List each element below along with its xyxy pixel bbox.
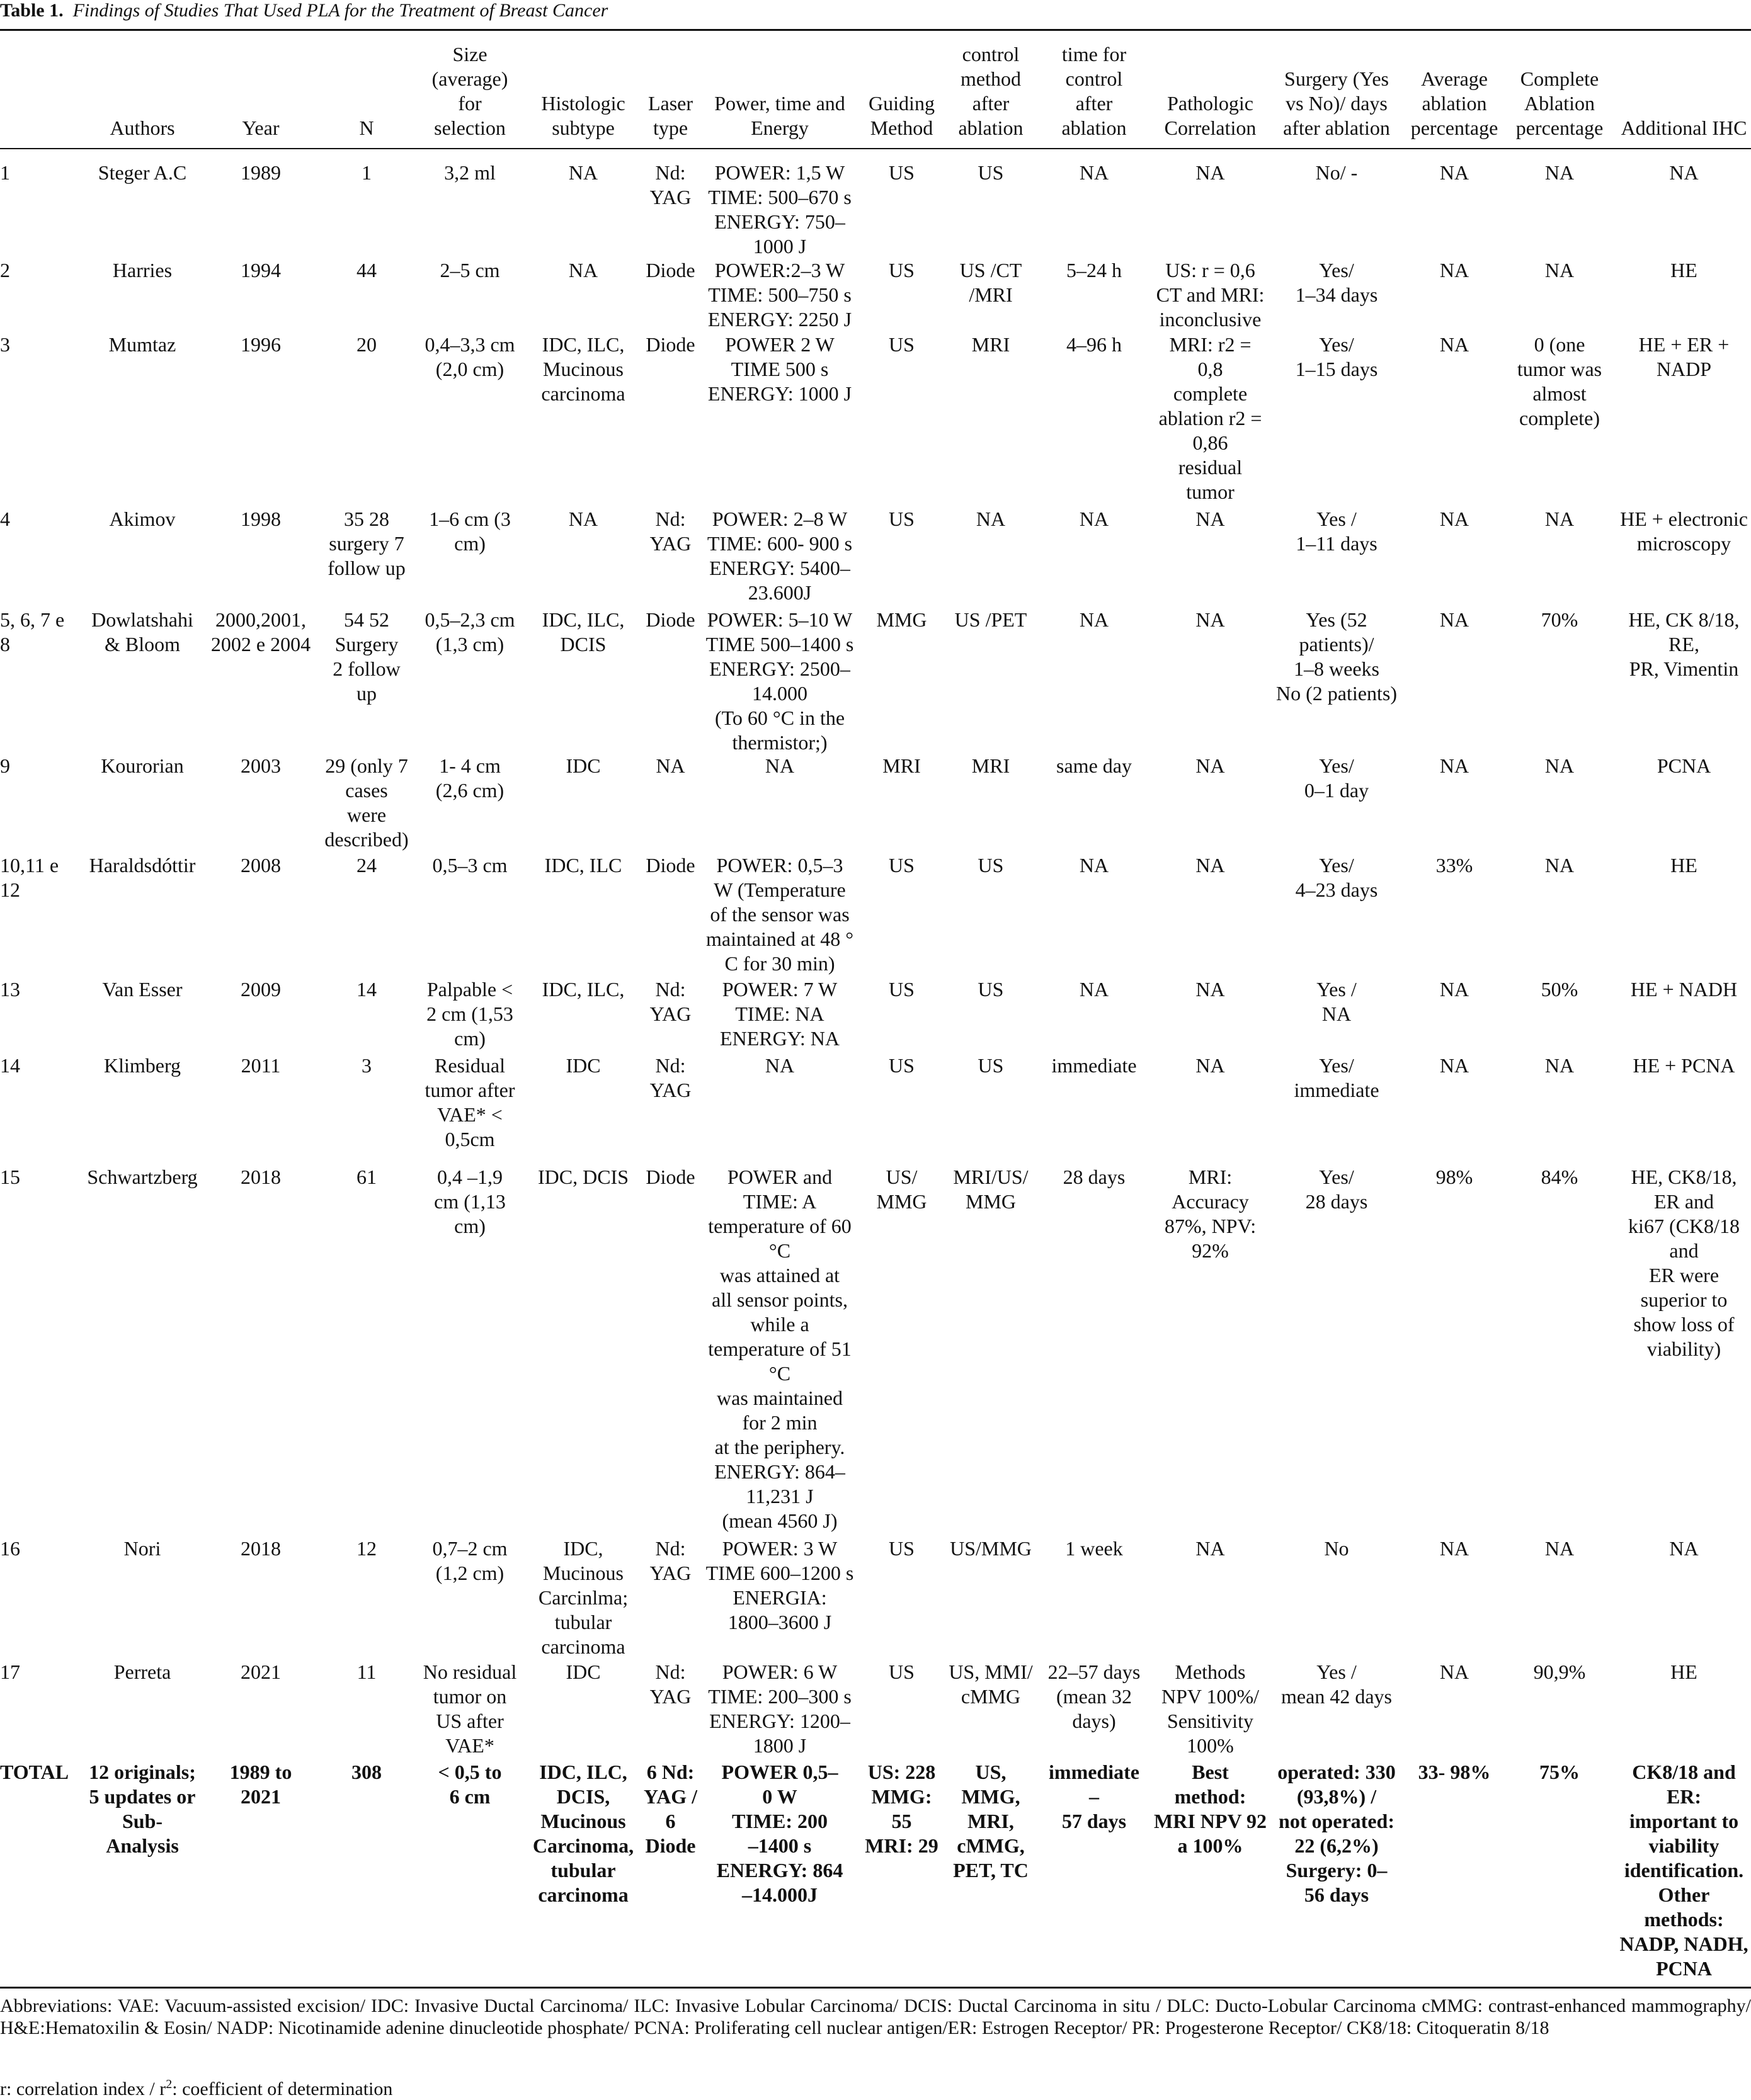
index-cell: 17 <box>0 1660 20 1683</box>
header-additional-ihc: Additional IHC <box>1621 116 1747 139</box>
additional-ihc-cell: PCNA <box>1657 754 1711 777</box>
year-cell: 2018 <box>241 1537 281 1560</box>
additional-ihc-cell: HE, CK 8/18, RE, PR, Vimentin <box>1628 608 1740 680</box>
index-cell: 2 <box>0 259 10 281</box>
control-time-cell: NA <box>1079 854 1109 877</box>
correlation-superscript: 2 <box>166 2077 173 2091</box>
caption-label: Table 1. <box>0 0 64 21</box>
header-n: N <box>359 116 374 139</box>
top-rule <box>0 29 1751 31</box>
n-cell: 61 <box>356 1166 377 1188</box>
power-time-energy-cell: POWER: 3 W TIME 600–1200 s ENERGIA: 1800–3600 J <box>705 1537 854 1633</box>
laser-type-cell: Diode <box>646 608 695 631</box>
power-time-energy-cell: POWER: 7 W TIME: NA ENERGY: NA <box>720 978 840 1050</box>
n-cell: 1 <box>362 161 372 184</box>
abbreviations-note: Abbreviations: VAE: Vacuum-assisted excision/ IDC: Invasive Ductal Carcinoma/ ILC: Invasive Lobular Carcinoma/ DCIS: Ductal Carcinoma in situ / DLC: Ducto-Lobular Carcinoma cMMG: contrast-enhanced mammography/ H&E:Hematoxilin & Eosin/ NADP: Nicotinamide adenine dinucleotide phosphate/ PCNA: Proliferating cell nuclear antigen/ER: Estrogen Receptor/ PR: Progesterone Receptor/ CK8/18: Citoqueratin 8/18 <box>0 1995 1751 2038</box>
header-size: Size (average) for selection <box>431 43 508 139</box>
table-caption <box>0 0 608 21</box>
pathologic-correlation-cell: NA <box>1195 508 1225 530</box>
laser-type-cell: Diode <box>646 854 695 877</box>
guiding-method-cell: US <box>889 333 915 356</box>
control-method-cell: US <box>978 854 1004 877</box>
n-cell: 24 <box>356 854 377 877</box>
index-cell: TOTAL <box>0 1761 69 1783</box>
guiding-method-cell: US <box>889 978 915 1001</box>
average-ablation-cell: NA <box>1439 978 1469 1001</box>
authors-cell: Dowlatshahi & Bloom <box>91 608 193 656</box>
control-time-cell: immediate – 57 days <box>1049 1761 1139 1832</box>
laser-type-cell: 6 Nd: YAG / 6 Diode <box>643 1761 698 1857</box>
average-ablation-cell: NA <box>1439 161 1469 184</box>
control-time-cell: NA <box>1079 608 1109 631</box>
index-cell: 5, 6, 7 e 8 <box>0 608 65 656</box>
pathologic-correlation-cell: NA <box>1195 161 1225 184</box>
guiding-method-cell: US <box>889 854 915 877</box>
control-time-cell: 28 days <box>1063 1166 1126 1188</box>
size-cell: 1–6 cm (3 cm) <box>429 508 511 555</box>
complete-ablation-cell: NA <box>1544 754 1575 777</box>
index-cell: 13 <box>0 978 20 1001</box>
header-control-method: control method after ablation <box>958 43 1024 139</box>
additional-ihc-cell: HE <box>1670 1660 1697 1683</box>
control-method-cell: US <box>978 1054 1004 1077</box>
index-cell: 14 <box>0 1054 20 1077</box>
guiding-method-cell: MMG <box>876 608 927 631</box>
year-cell: 1996 <box>241 333 281 356</box>
size-cell: 0,5–2,3 cm (1,3 cm) <box>425 608 515 656</box>
control-time-cell: 5–24 h <box>1066 259 1122 281</box>
control-method-cell: MRI/US/ MMG <box>953 1166 1029 1213</box>
complete-ablation-cell: NA <box>1544 161 1575 184</box>
additional-ihc-cell: CK8/18 and ER: important to viability identification. Other methods: NADP, NADH, PCNA <box>1619 1761 1748 1980</box>
histologic-subtype-cell: NA <box>568 161 598 184</box>
average-ablation-cell: NA <box>1439 608 1469 631</box>
control-method-cell: US <box>978 161 1004 184</box>
histologic-subtype-cell: IDC, ILC, DCIS <box>542 608 625 656</box>
authors-cell: Nori <box>123 1537 161 1560</box>
guiding-method-cell: US: 228 MMG: 55 MRI: 29 <box>865 1761 938 1857</box>
guiding-method-cell: US <box>889 1054 915 1077</box>
surgery-cell: Yes/ immediate <box>1294 1054 1379 1101</box>
size-cell: No residual tumor on US after VAE* <box>423 1660 517 1757</box>
caption-title: Findings of Studies That Used PLA for the Treatment of Breast Cancer <box>72 0 608 21</box>
histologic-subtype-cell: NA <box>568 259 598 281</box>
n-cell: 11 <box>356 1660 377 1683</box>
year-cell: 2018 <box>241 1166 281 1188</box>
average-ablation-cell: NA <box>1439 1660 1469 1683</box>
histologic-subtype-cell: IDC, ILC, DCIS, Mucinous Carcinoma, tubular carcinoma <box>532 1761 634 1906</box>
power-time-energy-cell: POWER: 6 W TIME: 200–300 s ENERGY: 1200– 1800 J <box>708 1660 852 1757</box>
n-cell: 44 <box>356 259 377 281</box>
size-cell: 0,4–3,3 cm (2,0 cm) <box>425 333 515 380</box>
header-surgery: Surgery (Yes vs No)/ days after ablation <box>1283 67 1390 139</box>
header-year: Year <box>242 116 280 139</box>
surgery-cell: Yes / mean 42 days <box>1281 1660 1392 1708</box>
pathologic-correlation-cell: MRI: r2 = 0,8 complete ablation r2 = 0,86 residual tumor <box>1158 333 1262 503</box>
surgery-cell: Yes/ 4–23 days <box>1295 854 1378 901</box>
guiding-method-cell: US <box>889 161 915 184</box>
guiding-method-cell: US <box>889 259 915 281</box>
complete-ablation-cell: 70% <box>1541 608 1578 631</box>
header-laser-type: Laser type <box>647 92 693 139</box>
complete-ablation-cell: NA <box>1544 259 1575 281</box>
year-cell: 2003 <box>241 754 281 777</box>
power-time-energy-cell: NA <box>765 1054 795 1077</box>
header-pathologic-correlation: Pathologic Correlation <box>1164 92 1257 139</box>
surgery-cell: Yes (52 patients)/ 1–8 weeks No (2 patients) <box>1276 608 1397 705</box>
laser-type-cell: Nd: YAG <box>649 1054 692 1101</box>
header-rule <box>0 148 1751 149</box>
average-ablation-cell: NA <box>1439 508 1469 530</box>
surgery-cell: Yes/ 1–15 days <box>1295 333 1378 380</box>
pathologic-correlation-cell: Best method: MRI NPV 92 a 100% <box>1154 1761 1267 1857</box>
control-method-cell: US /PET <box>954 608 1027 631</box>
control-time-cell: immediate <box>1051 1054 1137 1077</box>
n-cell: 35 28 surgery 7 follow up <box>328 508 406 579</box>
size-cell: 0,5–3 cm <box>432 854 508 877</box>
average-ablation-cell: NA <box>1439 259 1469 281</box>
index-cell: 15 <box>0 1166 20 1188</box>
authors-cell: Klimberg <box>103 1054 181 1077</box>
control-time-cell: 4–96 h <box>1066 333 1122 356</box>
laser-type-cell: Diode <box>646 333 695 356</box>
complete-ablation-cell: NA <box>1544 508 1575 530</box>
n-cell: 308 <box>351 1761 382 1783</box>
index-cell: 4 <box>0 508 10 530</box>
control-time-cell: NA <box>1079 161 1109 184</box>
control-method-cell: US/MMG <box>950 1537 1032 1560</box>
power-time-energy-cell: POWER: 2–8 W TIME: 600- 900 s ENERGY: 5400– 23.600J <box>707 508 853 604</box>
power-time-energy-cell: NA <box>765 754 795 777</box>
n-cell: 3 <box>362 1054 372 1077</box>
average-ablation-cell: NA <box>1439 1537 1469 1560</box>
histologic-subtype-cell: IDC <box>566 1054 601 1077</box>
header-complete-ablation: Complete Ablation percentage <box>1515 67 1604 139</box>
complete-ablation-cell: 75% <box>1539 1761 1580 1783</box>
year-cell: 2009 <box>241 978 281 1001</box>
laser-type-cell: Diode <box>646 1166 695 1188</box>
authors-cell: Van Esser <box>102 978 183 1001</box>
header-histologic-subtype: Histologic subtype <box>541 92 625 139</box>
control-method-cell: US, MMG, MRI, cMMG, PET, TC <box>953 1761 1029 1881</box>
surgery-cell: operated: 330 (93,8%) / not operated: 22 (6,2%) Surgery: 0– 56 days <box>1277 1761 1396 1906</box>
pathologic-correlation-cell: NA <box>1195 978 1225 1001</box>
authors-cell: Steger A.C <box>98 161 187 184</box>
histologic-subtype-cell: IDC, DCIS <box>537 1166 629 1188</box>
year-cell: 2021 <box>241 1660 281 1683</box>
histologic-subtype-cell: IDC, ILC, <box>542 978 625 1001</box>
authors-cell: Mumtaz <box>108 333 176 356</box>
control-method-cell: US <box>978 978 1004 1001</box>
header-control-time: time for control after ablation <box>1061 43 1127 139</box>
power-time-energy-cell: POWER: 0,5–3 W (Temperature of the sensor was maintained at 48 ° C for 30 min) <box>705 854 854 975</box>
surgery-cell: Yes/ 28 days <box>1305 1166 1368 1213</box>
power-time-energy-cell: POWER: 5–10 W TIME 500–1400 s ENERGY: 2500– 14.000 (To 60 °C in the thermistor;) <box>705 608 854 754</box>
guiding-method-cell: US/ MMG <box>876 1166 927 1213</box>
additional-ihc-cell: HE + ER + NADP <box>1638 333 1730 380</box>
histologic-subtype-cell: NA <box>568 508 598 530</box>
authors-cell: Haraldsdóttir <box>89 854 196 877</box>
additional-ihc-cell: HE <box>1670 259 1697 281</box>
index-cell: 9 <box>0 754 10 777</box>
pathologic-correlation-cell: NA <box>1195 1537 1225 1560</box>
size-cell: Palpable < 2 cm (1,53 cm) <box>426 978 513 1050</box>
average-ablation-cell: NA <box>1439 754 1469 777</box>
complete-ablation-cell: NA <box>1544 1054 1575 1077</box>
laser-type-cell: Nd: YAG <box>649 161 692 208</box>
histologic-subtype-cell: IDC, ILC <box>544 854 622 877</box>
additional-ihc-cell: HE + PCNA <box>1633 1054 1735 1077</box>
histologic-subtype-cell: IDC <box>566 1660 601 1683</box>
authors-cell: Akimov <box>109 508 176 530</box>
surgery-cell: Yes/ 0–1 day <box>1304 754 1369 802</box>
control-method-cell: US, MMI/ cMMG <box>949 1660 1033 1708</box>
surgery-cell: No/ - <box>1315 161 1358 184</box>
power-time-energy-cell: POWER 0,5– 0 W TIME: 200 –1400 s ENERGY: 864 –14.000J <box>716 1761 843 1906</box>
additional-ihc-cell: HE <box>1670 854 1697 877</box>
year-cell: 1989 to 2021 <box>229 1761 292 1808</box>
index-cell: 10,11 e 12 <box>0 854 59 901</box>
pathologic-correlation-cell: NA <box>1195 754 1225 777</box>
complete-ablation-cell: 84% <box>1541 1166 1578 1188</box>
control-method-cell: MRI <box>971 754 1010 777</box>
n-cell: 20 <box>356 333 377 356</box>
complete-ablation-cell: NA <box>1544 1537 1575 1560</box>
pathologic-correlation-cell: Methods NPV 100%/ Sensitivity 100% <box>1161 1660 1259 1757</box>
index-cell: 1 <box>0 161 10 184</box>
year-cell: 1994 <box>241 259 281 281</box>
control-time-cell: 22–57 days (mean 32 days) <box>1047 1660 1141 1732</box>
control-method-cell: US /CT /MRI <box>959 259 1022 306</box>
index-cell: 3 <box>0 333 10 356</box>
guiding-method-cell: US <box>889 1660 915 1683</box>
average-ablation-cell: 98% <box>1435 1166 1473 1188</box>
laser-type-cell: Nd: YAG <box>649 1660 692 1708</box>
authors-cell: Perreta <box>113 1660 171 1683</box>
size-cell: < 0,5 to 6 cm <box>438 1761 502 1808</box>
authors-cell: 12 originals; 5 updates or Sub-Analysis <box>89 1761 196 1857</box>
control-method-cell: NA <box>976 508 1006 530</box>
average-ablation-cell: 33% <box>1435 854 1473 877</box>
laser-type-cell: NA <box>656 754 685 777</box>
pathologic-correlation-cell: NA <box>1195 1054 1225 1077</box>
surgery-cell: Yes / 1–11 days <box>1296 508 1377 555</box>
size-cell: 0,7–2 cm (1,2 cm) <box>432 1537 508 1584</box>
size-cell: 0,4 –1,9 cm (1,13 cm) <box>434 1166 506 1237</box>
n-cell: 14 <box>356 978 377 1001</box>
power-time-energy-cell: POWER 2 W TIME 500 s ENERGY: 1000 J <box>707 333 852 405</box>
surgery-cell: No <box>1324 1537 1349 1560</box>
correlation-text-end: : coefficient of determination <box>172 2079 393 2099</box>
table-header <box>0 33 1751 148</box>
histologic-subtype-cell: IDC, ILC, Mucinous carcinoma <box>541 333 625 405</box>
control-time-cell: same day <box>1056 754 1132 777</box>
power-time-energy-cell: POWER: 1,5 W TIME: 500–670 s ENERGY: 750– 1000 J <box>708 161 852 258</box>
additional-ihc-cell: HE + electronic microscopy <box>1620 508 1748 555</box>
surgery-cell: Yes/ 1–34 days <box>1295 259 1378 306</box>
n-cell: 12 <box>356 1537 377 1560</box>
pathologic-correlation-cell: MRI: Accuracy 87%, NPV: 92% <box>1164 1166 1257 1262</box>
authors-cell: Schwartzberg <box>87 1166 198 1188</box>
header-authors: Authors <box>110 116 175 139</box>
laser-type-cell: Nd: YAG <box>649 508 692 555</box>
average-ablation-cell: NA <box>1439 333 1469 356</box>
pathologic-correlation-cell: NA <box>1195 854 1225 877</box>
year-cell: 2011 <box>241 1054 281 1077</box>
size-cell: Residual tumor after VAE* < 0,5cm <box>425 1054 515 1150</box>
pathologic-correlation-cell: US: r = 0,6 CT and MRI: inconclusive <box>1156 259 1265 331</box>
authors-cell: Kourorian <box>101 754 184 777</box>
authors-cell: Harries <box>112 259 173 281</box>
laser-type-cell: Nd: YAG <box>649 1537 692 1584</box>
laser-type-cell: Nd: YAG <box>649 978 692 1025</box>
complete-ablation-cell: 90,9% <box>1533 1660 1586 1683</box>
complete-ablation-cell: NA <box>1544 854 1575 877</box>
size-cell: 2–5 cm <box>440 259 500 281</box>
guiding-method-cell: MRI <box>882 754 921 777</box>
histologic-subtype-cell: IDC, Mucinous Carcinlma; tubular carcinoma <box>538 1537 629 1658</box>
header-guiding-method: Guiding Method <box>869 92 935 139</box>
pathologic-correlation-cell: NA <box>1195 608 1225 631</box>
size-cell: 1- 4 cm (2,6 cm) <box>435 754 505 802</box>
surgery-cell: Yes / NA <box>1316 978 1357 1025</box>
control-time-cell: NA <box>1079 978 1109 1001</box>
additional-ihc-cell: HE + NADH <box>1630 978 1738 1001</box>
year-cell: 2000,2001, 2002 e 2004 <box>210 608 311 656</box>
average-ablation-cell: NA <box>1439 1054 1469 1077</box>
power-time-energy-cell: POWER:2–3 W TIME: 500–750 s ENERGY: 2250 J <box>707 259 852 331</box>
control-time-cell: 1 week <box>1065 1537 1123 1560</box>
power-time-energy-cell: POWER and TIME: A temperature of 60 °C was attained at all sensor points, while a temperature of 51 °C was maintained for 2 min at the periphery. ENERGY: 864– 11,231 J (mean 4560 J) <box>708 1166 852 1532</box>
control-method-cell: MRI <box>971 333 1010 356</box>
header-average-ablation: Average ablation percentage <box>1410 67 1498 139</box>
year-cell: 2008 <box>241 854 281 877</box>
control-time-cell: NA <box>1079 508 1109 530</box>
histologic-subtype-cell: IDC <box>566 754 601 777</box>
complete-ablation-cell: 0 (one tumor was almost complete) <box>1517 333 1602 429</box>
header-power-time-energy: Power, time and Energy <box>714 92 845 139</box>
additional-ihc-cell: NA <box>1669 1537 1699 1560</box>
correlation-text: r: correlation index / r <box>0 2079 166 2099</box>
average-ablation-cell: 33- 98% <box>1418 1761 1491 1783</box>
size-cell: 3,2 ml <box>444 161 496 184</box>
correlation-note <box>0 2074 1751 2100</box>
laser-type-cell: Diode <box>646 259 695 281</box>
n-cell: 29 (only 7 cases were described) <box>324 754 409 851</box>
additional-ihc-cell: HE, CK8/18, ER and ki67 (CK8/18 and ER were superior to show loss of viability) <box>1628 1166 1740 1360</box>
year-cell: 1998 <box>241 508 281 530</box>
complete-ablation-cell: 50% <box>1541 978 1578 1001</box>
n-cell: 54 52 Surgery 2 follow up <box>333 608 401 705</box>
guiding-method-cell: US <box>889 508 915 530</box>
index-cell: 16 <box>0 1537 20 1560</box>
guiding-method-cell: US <box>889 1537 915 1560</box>
additional-ihc-cell: NA <box>1669 161 1699 184</box>
bottom-rule <box>0 1987 1751 1989</box>
year-cell: 1989 <box>241 161 281 184</box>
